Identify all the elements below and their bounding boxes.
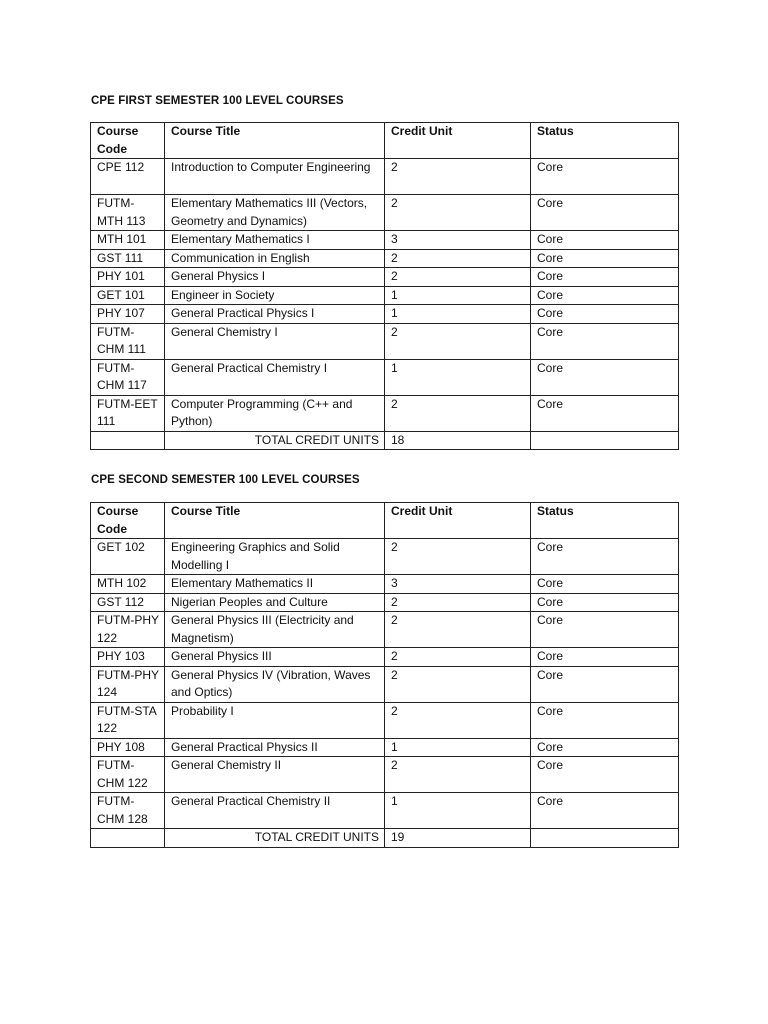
status-cell: Core (531, 359, 679, 395)
course-code-cell: FUTM-CHM 128 (91, 793, 165, 829)
table-row (91, 305, 679, 324)
status-cell: Core (531, 231, 679, 250)
course-title-cell: Elementary Mathematics II (165, 575, 385, 594)
course-code-cell: GST 112 (91, 593, 165, 612)
credit-unit-cell: 2 (385, 648, 531, 667)
credit-unit-cell: 2 (385, 395, 531, 431)
course-title-cell: General Practical Chemistry II (165, 793, 385, 829)
header-status: Status (531, 123, 679, 159)
status-cell: Core (531, 702, 679, 738)
course-title-cell: General Practical Chemistry I (165, 359, 385, 395)
credit-unit-cell: 3 (385, 231, 531, 250)
status-cell: Core (531, 195, 679, 231)
table-row (91, 268, 679, 287)
course-code-cell: FUTM-CHM 111 (91, 323, 165, 359)
course-code-cell: FUTM-STA 122 (91, 702, 165, 738)
total-credit-units-value: 18 (385, 431, 531, 450)
status-cell: Core (531, 323, 679, 359)
header-course-title: Course Title (165, 503, 385, 539)
second-semester-table (90, 502, 679, 848)
course-title-cell: General Physics III (165, 648, 385, 667)
course-code-cell: GST 111 (91, 249, 165, 268)
course-code-cell: FUTM-PHY 124 (91, 666, 165, 702)
status-cell: Core (531, 575, 679, 594)
course-title-cell: General Practical Physics II (165, 738, 385, 757)
total-credit-units-value: 19 (385, 829, 531, 848)
status-cell: Core (531, 286, 679, 305)
course-title-cell: Computer Programming (C++ and Python) (165, 395, 385, 431)
credit-unit-cell: 2 (385, 612, 531, 648)
table-row (91, 593, 679, 612)
header-credit-unit: Credit Unit (385, 503, 531, 539)
course-code-cell: FUTM-CHM 122 (91, 757, 165, 793)
table-row (91, 395, 679, 431)
table-row (91, 359, 679, 395)
credit-unit-cell: 2 (385, 539, 531, 575)
table-row (91, 702, 679, 738)
table-row (91, 793, 679, 829)
course-title-cell: Probability I (165, 702, 385, 738)
course-title-cell: Elementary Mathematics III (Vectors, Geometry and Dynamics) (165, 195, 385, 231)
table-row (91, 159, 679, 195)
total-row (91, 431, 679, 450)
course-title-cell: Elementary Mathematics I (165, 231, 385, 250)
course-code-cell: FUTM-PHY 122 (91, 612, 165, 648)
credit-unit-cell: 1 (385, 738, 531, 757)
first-semester-title: CPE FIRST SEMESTER 100 LEVEL COURSES (91, 95, 344, 107)
status-cell: Core (531, 539, 679, 575)
credit-unit-cell: 2 (385, 195, 531, 231)
status-cell: Core (531, 738, 679, 757)
empty-cell (531, 431, 679, 450)
empty-cell (531, 829, 679, 848)
table-row (91, 575, 679, 594)
course-title-cell: Introduction to Computer Engineering (165, 159, 385, 195)
table-header-row (91, 503, 679, 539)
header-course-code: Course Code (91, 123, 165, 159)
header-course-title: Course Title (165, 123, 385, 159)
course-title-cell: Communication in English (165, 249, 385, 268)
credit-unit-cell: 2 (385, 757, 531, 793)
table-row (91, 286, 679, 305)
table-row (91, 612, 679, 648)
credit-unit-cell: 1 (385, 305, 531, 324)
table-header-row (91, 123, 679, 159)
course-code-cell: PHY 107 (91, 305, 165, 324)
table-row (91, 757, 679, 793)
table-row (91, 738, 679, 757)
status-cell: Core (531, 268, 679, 287)
status-cell: Core (531, 249, 679, 268)
status-cell: Core (531, 593, 679, 612)
total-credit-units-label: TOTAL CREDIT UNITS (165, 829, 385, 848)
course-title-cell: General Physics III (Electricity and Magnetism) (165, 612, 385, 648)
credit-unit-cell: 3 (385, 575, 531, 594)
second-semester-title: CPE SECOND SEMESTER 100 LEVEL COURSES (91, 474, 360, 486)
header-status: Status (531, 503, 679, 539)
credit-unit-cell: 2 (385, 159, 531, 195)
first-semester-table (90, 122, 679, 450)
course-title-cell: General Physics IV (Vibration, Waves and Optics) (165, 666, 385, 702)
table-row (91, 323, 679, 359)
credit-unit-cell: 1 (385, 286, 531, 305)
status-cell: Core (531, 666, 679, 702)
course-code-cell: PHY 103 (91, 648, 165, 667)
status-cell: Core (531, 757, 679, 793)
course-code-cell: FUTM-EET 111 (91, 395, 165, 431)
table-row (91, 249, 679, 268)
course-code-cell: MTH 101 (91, 231, 165, 250)
course-code-cell: CPE 112 (91, 159, 165, 195)
credit-unit-cell: 2 (385, 323, 531, 359)
table-row (91, 666, 679, 702)
course-title-cell: General Chemistry II (165, 757, 385, 793)
status-cell: Core (531, 793, 679, 829)
course-code-cell: GET 102 (91, 539, 165, 575)
table-row (91, 539, 679, 575)
credit-unit-cell: 2 (385, 249, 531, 268)
table-row (91, 195, 679, 231)
status-cell: Core (531, 305, 679, 324)
course-title-cell: General Practical Physics I (165, 305, 385, 324)
course-title-cell: Engineer in Society (165, 286, 385, 305)
empty-cell (91, 431, 165, 450)
course-title-cell: General Physics I (165, 268, 385, 287)
status-cell: Core (531, 159, 679, 195)
credit-unit-cell: 2 (385, 702, 531, 738)
total-row (91, 829, 679, 848)
status-cell: Core (531, 612, 679, 648)
course-code-cell: FUTM-MTH 113 (91, 195, 165, 231)
credit-unit-cell: 2 (385, 593, 531, 612)
header-course-code: Course Code (91, 503, 165, 539)
total-credit-units-label: TOTAL CREDIT UNITS (165, 431, 385, 450)
course-code-cell: FUTM-CHM 117 (91, 359, 165, 395)
credit-unit-cell: 2 (385, 666, 531, 702)
course-title-cell: Engineering Graphics and Solid Modelling I (165, 539, 385, 575)
credit-unit-cell: 1 (385, 359, 531, 395)
course-code-cell: MTH 102 (91, 575, 165, 594)
table-row (91, 231, 679, 250)
course-code-cell: GET 101 (91, 286, 165, 305)
header-credit-unit: Credit Unit (385, 123, 531, 159)
credit-unit-cell: 1 (385, 793, 531, 829)
status-cell: Core (531, 648, 679, 667)
credit-unit-cell: 2 (385, 268, 531, 287)
status-cell: Core (531, 395, 679, 431)
table-row (91, 648, 679, 667)
empty-cell (91, 829, 165, 848)
course-title-cell: Nigerian Peoples and Culture (165, 593, 385, 612)
course-title-cell: General Chemistry I (165, 323, 385, 359)
course-code-cell: PHY 108 (91, 738, 165, 757)
course-code-cell: PHY 101 (91, 268, 165, 287)
